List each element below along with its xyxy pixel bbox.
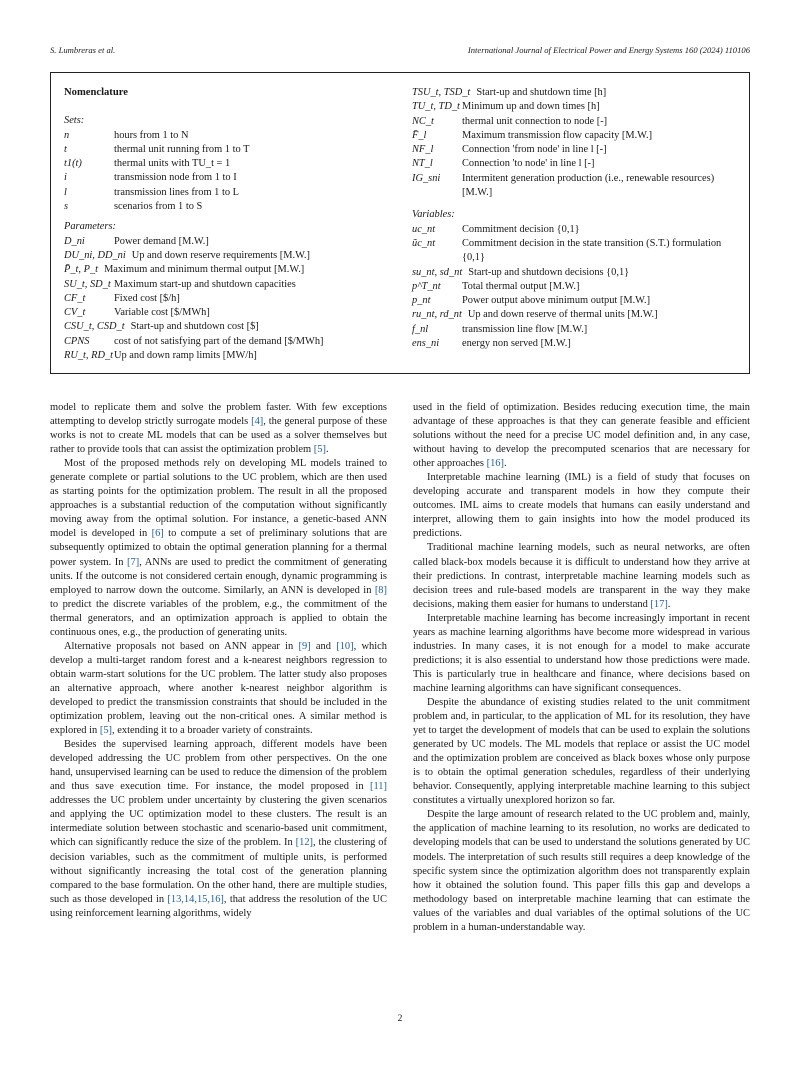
running-journal: International Journal of Electrical Power and Energy Systems 160 (2024) 110106: [467, 45, 750, 55]
nomenclature-entry: [64, 235, 399, 249]
citation-link[interactable]: [4]: [251, 416, 264, 428]
nomenclature-definition: transmission node from 1 to I: [114, 172, 237, 184]
nomenclature-symbol: l: [64, 186, 67, 198]
nomenclature-entry: [412, 172, 742, 201]
nomenclature-symbol: su_nt, sd_nt: [412, 266, 463, 278]
nomenclature-entry: [412, 337, 742, 351]
body-paragraph: Despite the large amount of research related to the UC problem and, mainly, the application of machine learning to its resolution, no works are dedicated to developing models that can be used to understand the solutions generated by UC models. The interpretation of such results still requires a deep knowledge of the specific system since the optimization algorithm does not transparently explain how it obtained the solution found. This paper fills this gap and develops a methodology based on interpretable machine learning that can estimate the values of the variables and dual variables of the optimal solutions of the UC problem in a human-understandable way.: [413, 809, 750, 933]
nomenclature-right-column: [412, 86, 742, 351]
nomenclature-entry: [64, 157, 399, 171]
nomenclature-symbol: f_nl: [412, 323, 429, 335]
nomenclature-entry: [64, 143, 399, 157]
citation-link[interactable]: [16]: [486, 458, 504, 470]
nomenclature-symbol: DU_ni, DD_ni: [64, 249, 126, 261]
nomenclature-definition: transmission lines from 1 to L: [114, 186, 239, 198]
sets-heading: Sets:: [64, 115, 85, 127]
running-author: S. Lumbreras et al.: [50, 45, 116, 55]
nomenclature-definition: Maximum start-up and shutdown capacities: [114, 278, 296, 290]
nomenclature-symbol: F̄_l: [412, 129, 427, 141]
citation-link[interactable]: [11]: [369, 781, 387, 793]
nomenclature-symbol: NF_l: [412, 144, 434, 156]
nomenclature-entry: [412, 237, 742, 266]
nomenclature-entry: [64, 200, 399, 214]
nomenclature-entry: [64, 349, 399, 363]
nomenclature-symbol: TSU_t, TSD_t: [412, 87, 471, 98]
nomenclature-symbol: t1(t): [64, 158, 82, 170]
sets-list: [64, 129, 399, 215]
nomenclature-entry: [64, 249, 399, 263]
nomenclature-definition: Up and down reserve of thermal units [M.W.]: [467, 309, 658, 321]
nomenclature-symbol: p_nt: [412, 295, 431, 307]
nomenclature-symbol: SU_t, SD_t: [64, 278, 111, 290]
nomenclature-symbol: CPNS: [64, 335, 90, 347]
nomenclature-symbol: RU_t, RD_t: [64, 350, 114, 362]
nomenclature-entry: [64, 263, 399, 277]
nomenclature-symbol: NC_t: [412, 115, 434, 127]
nomenclature-entry: [412, 323, 742, 337]
nomenclature-entry: [412, 143, 742, 157]
nomenclature-definition: Total thermal output [M.W.]: [462, 280, 580, 292]
body-paragraph: Interpretable machine learning (IML) is a field of study that focuses on developing accurate and transparent models in how they compute their outcomes. IML aims to create models that humans can easily understand and interpret, allowing them to gain insights into how the model produced its predictions.: [413, 472, 750, 540]
nomenclature-definition: scenarios from 1 to S: [114, 201, 203, 213]
nomenclature-entry: [64, 129, 399, 143]
citation-link[interactable]: [10]: [336, 640, 354, 652]
body-paragraph: Traditional machine learning models, such as neural networks, are often called black-box models because it is difficult to understand how they arrive at their predictions. In contrast, interpretable machine learning models such as decision trees and rule-based models are transparent in the way they make decisions, making them easier for humans to understand [17].: [413, 542, 750, 610]
nomenclature-definition: hours from 1 to N: [114, 129, 189, 141]
nomenclature-definition: Commitment decision in the state transition (S.T.) formulation {0,1}: [462, 237, 722, 264]
nomenclature-symbol: NT_l: [412, 158, 433, 170]
nomenclature-left-column: [64, 86, 399, 363]
nomenclature-definition: Start-up and shutdown time [h]: [476, 87, 607, 98]
nomenclature-entry: [64, 335, 399, 349]
body-paragraph: used in the field of optimization. Besides reducing execution time, the main advantage of these approaches is that they can generate feasible and efficient solutions without the need for a precise UC model definition and, in any case, without having to develop the precomputed scenarios that are necessary for other approaches [16].: [413, 402, 750, 470]
nomenclature-symbol: TU_t, TD_t: [412, 101, 460, 113]
variables-heading: Variables:: [412, 209, 455, 221]
nomenclature-definition: Up and down reserve requirements [M.W.]: [131, 249, 310, 261]
nomenclature-definition: thermal units with TU_t = 1: [114, 158, 231, 170]
citation-link[interactable]: [8]: [374, 584, 387, 596]
nomenclature-entry: [412, 266, 742, 280]
body-paragraph: Most of the proposed methods rely on developing ML models trained to generate complete or partial solutions to the UC problem, which are then used as starting points for the optimization problem. The result in all the proposed approaches is a substantial reduction of the computation without significantly moving away from the optimal solution. For instance, a genetic-based ANN model is developed in [6] to compute a set of preliminary solutions that are subsequently optimized to obtain the optimal generation planning for a thermal power system. In [7], ANNs are used to predict the commitment of generating units. If the outcome is not considered certain enough, dynamic programming is employed to narrow down the outcome. Similarly, an ANN is developed in [8] to predict the discrete variables of the problem, e.g., the commitment of the thermal generators, and an optimization approach is applied to obtain the continuous ones, e.g., the production of generating units.: [50, 458, 388, 638]
body-left-column: [50, 401, 387, 921]
nomenclature-symbol: P̄_t, P_t: [64, 264, 99, 276]
nomenclature-entry: [64, 278, 399, 292]
nomenclature-entry: [64, 292, 399, 306]
parameters-continued-list: [412, 86, 742, 200]
nomenclature-definition: transmission line flow [M.W.]: [462, 323, 588, 335]
nomenclature-definition: thermal unit running from 1 to T: [114, 143, 250, 155]
citation-link[interactable]: [13,14,15,16]: [167, 893, 224, 905]
nomenclature-entry: [412, 294, 742, 308]
nomenclature-entry: [412, 157, 742, 171]
nomenclature-entry: [412, 115, 742, 129]
body-right-column: [413, 401, 750, 935]
nomenclature-symbol: ru_nt, rd_nt: [412, 309, 462, 321]
nomenclature-definition: Start-up and shutdown decisions {0,1}: [468, 266, 630, 278]
page-number: 2: [397, 1014, 403, 1024]
nomenclature-box: [50, 72, 750, 374]
nomenclature-definition: Minimum up and down times [h]: [462, 101, 600, 113]
nomenclature-symbol: i: [64, 172, 67, 184]
nomenclature-symbol: p^T_nt: [412, 280, 441, 292]
body-paragraph: Despite the abundance of existing studies related to the unit commitment problem and, in particular, to the application of ML for its resolution, they have yet to target the development of models that can be used to explain the solutions generated by UC models. The ML models that replace or assist the UC model and the optimization problem are conceived as black boxes whose only purpose is to obtain the optimal generation schedules, regardless of their underlying behavior. Consequently, applying interpretable machine learning to this subject constitutes a virtually unexplored horizon so far.: [413, 696, 750, 807]
body-paragraph: model to replicate them and solve the problem faster. With few exceptions attempting to develop strictly surrogate models [4], the general purpose of these works is not to create ML models that can be used as a solver themselves but rather to provide tools that can assist the optimization problem [5].: [50, 402, 387, 456]
nomenclature-title: Nomenclature: [64, 87, 128, 98]
nomenclature-entry: [64, 186, 399, 200]
citation-link[interactable]: [7]: [127, 556, 140, 568]
nomenclature-symbol: D_ni: [64, 235, 85, 247]
citation-link[interactable]: [9]: [298, 640, 311, 652]
citation-link[interactable]: [12]: [295, 837, 314, 849]
nomenclature-definition: thermal unit connection to node [-]: [462, 115, 608, 127]
nomenclature-symbol: ũc_nt: [412, 237, 436, 249]
nomenclature-entry: [412, 100, 742, 114]
nomenclature-definition: Connection 'to node' in line l [-]: [462, 158, 595, 170]
nomenclature-definition: Up and down ramp limits [MW/h]: [114, 350, 257, 362]
nomenclature-entry: [412, 129, 742, 143]
nomenclature-entry: [412, 86, 742, 100]
nomenclature-symbol: t: [64, 143, 67, 155]
body-paragraph: Interpretable machine learning has become increasingly important in recent years as machine learning algorithms have become more widespread in various industries. In many cases, it is not enough for a model to make accurate predictions; it is also essential to understand how those predictions were made. This is particularly true in healthcare and finance, where decisions based on machine learning algorithms can have significant consequences.: [413, 612, 750, 694]
citation-link[interactable]: [5]: [99, 725, 113, 737]
nomenclature-entry: [64, 320, 399, 334]
nomenclature-entry: [412, 223, 742, 237]
nomenclature-symbol: n: [64, 129, 70, 141]
nomenclature-definition: Power output above minimum output [M.W.]: [462, 295, 651, 307]
nomenclature-definition: Maximum and minimum thermal output [M.W.]: [104, 264, 305, 276]
nomenclature-definition: energy non served [M.W.]: [462, 338, 571, 350]
variables-list: [412, 223, 742, 352]
nomenclature-definition: cost of not satisfying part of the demand [$/MWh]: [114, 335, 324, 347]
nomenclature-definition: Connection 'from node' in line l [-]: [462, 144, 607, 156]
nomenclature-symbol: CSU_t, CSD_t: [64, 321, 125, 333]
nomenclature-entry: [64, 171, 399, 185]
parameters-list: [64, 235, 399, 364]
citation-link[interactable]: [6]: [151, 528, 164, 540]
body-paragraph: Besides the supervised learning approach, different models have been developed addressing the UC problem from other perspectives. On the one hand, unsupervised learning can be used to reduce the dimension of the problem and thus save execution time. For instance, the model proposed in [11] addresses the UC problem under uncertainty by clustering the given scenarios and applying the UC optimization model to these clusters. The result is an intermediate solution between stochastic and scenario-based unit commitment, which can significantly reduce the size of the problem. In [12], the clustering of decision variables, such as the commitment of multiple units, is performed without significantly increasing the total cost of the generation planning compared to the base formulation. On the other hand, there are multiple studies, such as those developed in [13,14,15,16], that address the resolution of the UC using reinforcement learning algorithms, widely: [50, 739, 387, 919]
nomenclature-definition: Intermitent generation production (i.e., renewable resources) [M.W.]: [462, 172, 715, 199]
nomenclature-symbol: CF_t: [64, 292, 86, 304]
nomenclature-definition: Power demand [M.W.]: [114, 235, 209, 247]
nomenclature-definition: Commitment decision {0,1}: [462, 223, 580, 235]
nomenclature-symbol: uc_nt: [412, 223, 436, 235]
nomenclature-symbol: ens_ni: [412, 338, 440, 350]
nomenclature-definition: Maximum transmission flow capacity [M.W.]: [462, 129, 653, 141]
nomenclature-symbol: CV_t: [64, 307, 86, 319]
body-paragraph: Alternative proposals not based on ANN appear in [9] and [10], which develop a multi-target random forest and a k-nearest neighbors regression to obtain warm-start solutions for the UC problem. The latter study also proposes an alternative approach, where another k-nearest neighbor algorithm is developed to predict the transmission constraints that should be included in the optimization problem, leaving out the non-critical ones. A similar method is explored in [5], extending it to a broader variety of constraints.: [50, 640, 387, 737]
nomenclature-entry: [64, 306, 399, 320]
nomenclature-definition: Variable cost [$/MWh]: [114, 307, 210, 319]
nomenclature-entry: [412, 308, 742, 322]
citation-link[interactable]: [5]: [313, 444, 326, 456]
nomenclature-entry: [412, 280, 742, 294]
parameters-heading: Parameters:: [64, 221, 116, 233]
nomenclature-symbol: IG_sni: [412, 172, 441, 184]
citation-link[interactable]: [17]: [650, 598, 668, 610]
nomenclature-definition: Start-up and shutdown cost [$]: [130, 321, 259, 333]
nomenclature-symbol: s: [64, 201, 69, 213]
nomenclature-definition: Fixed cost [$/h]: [114, 292, 180, 304]
